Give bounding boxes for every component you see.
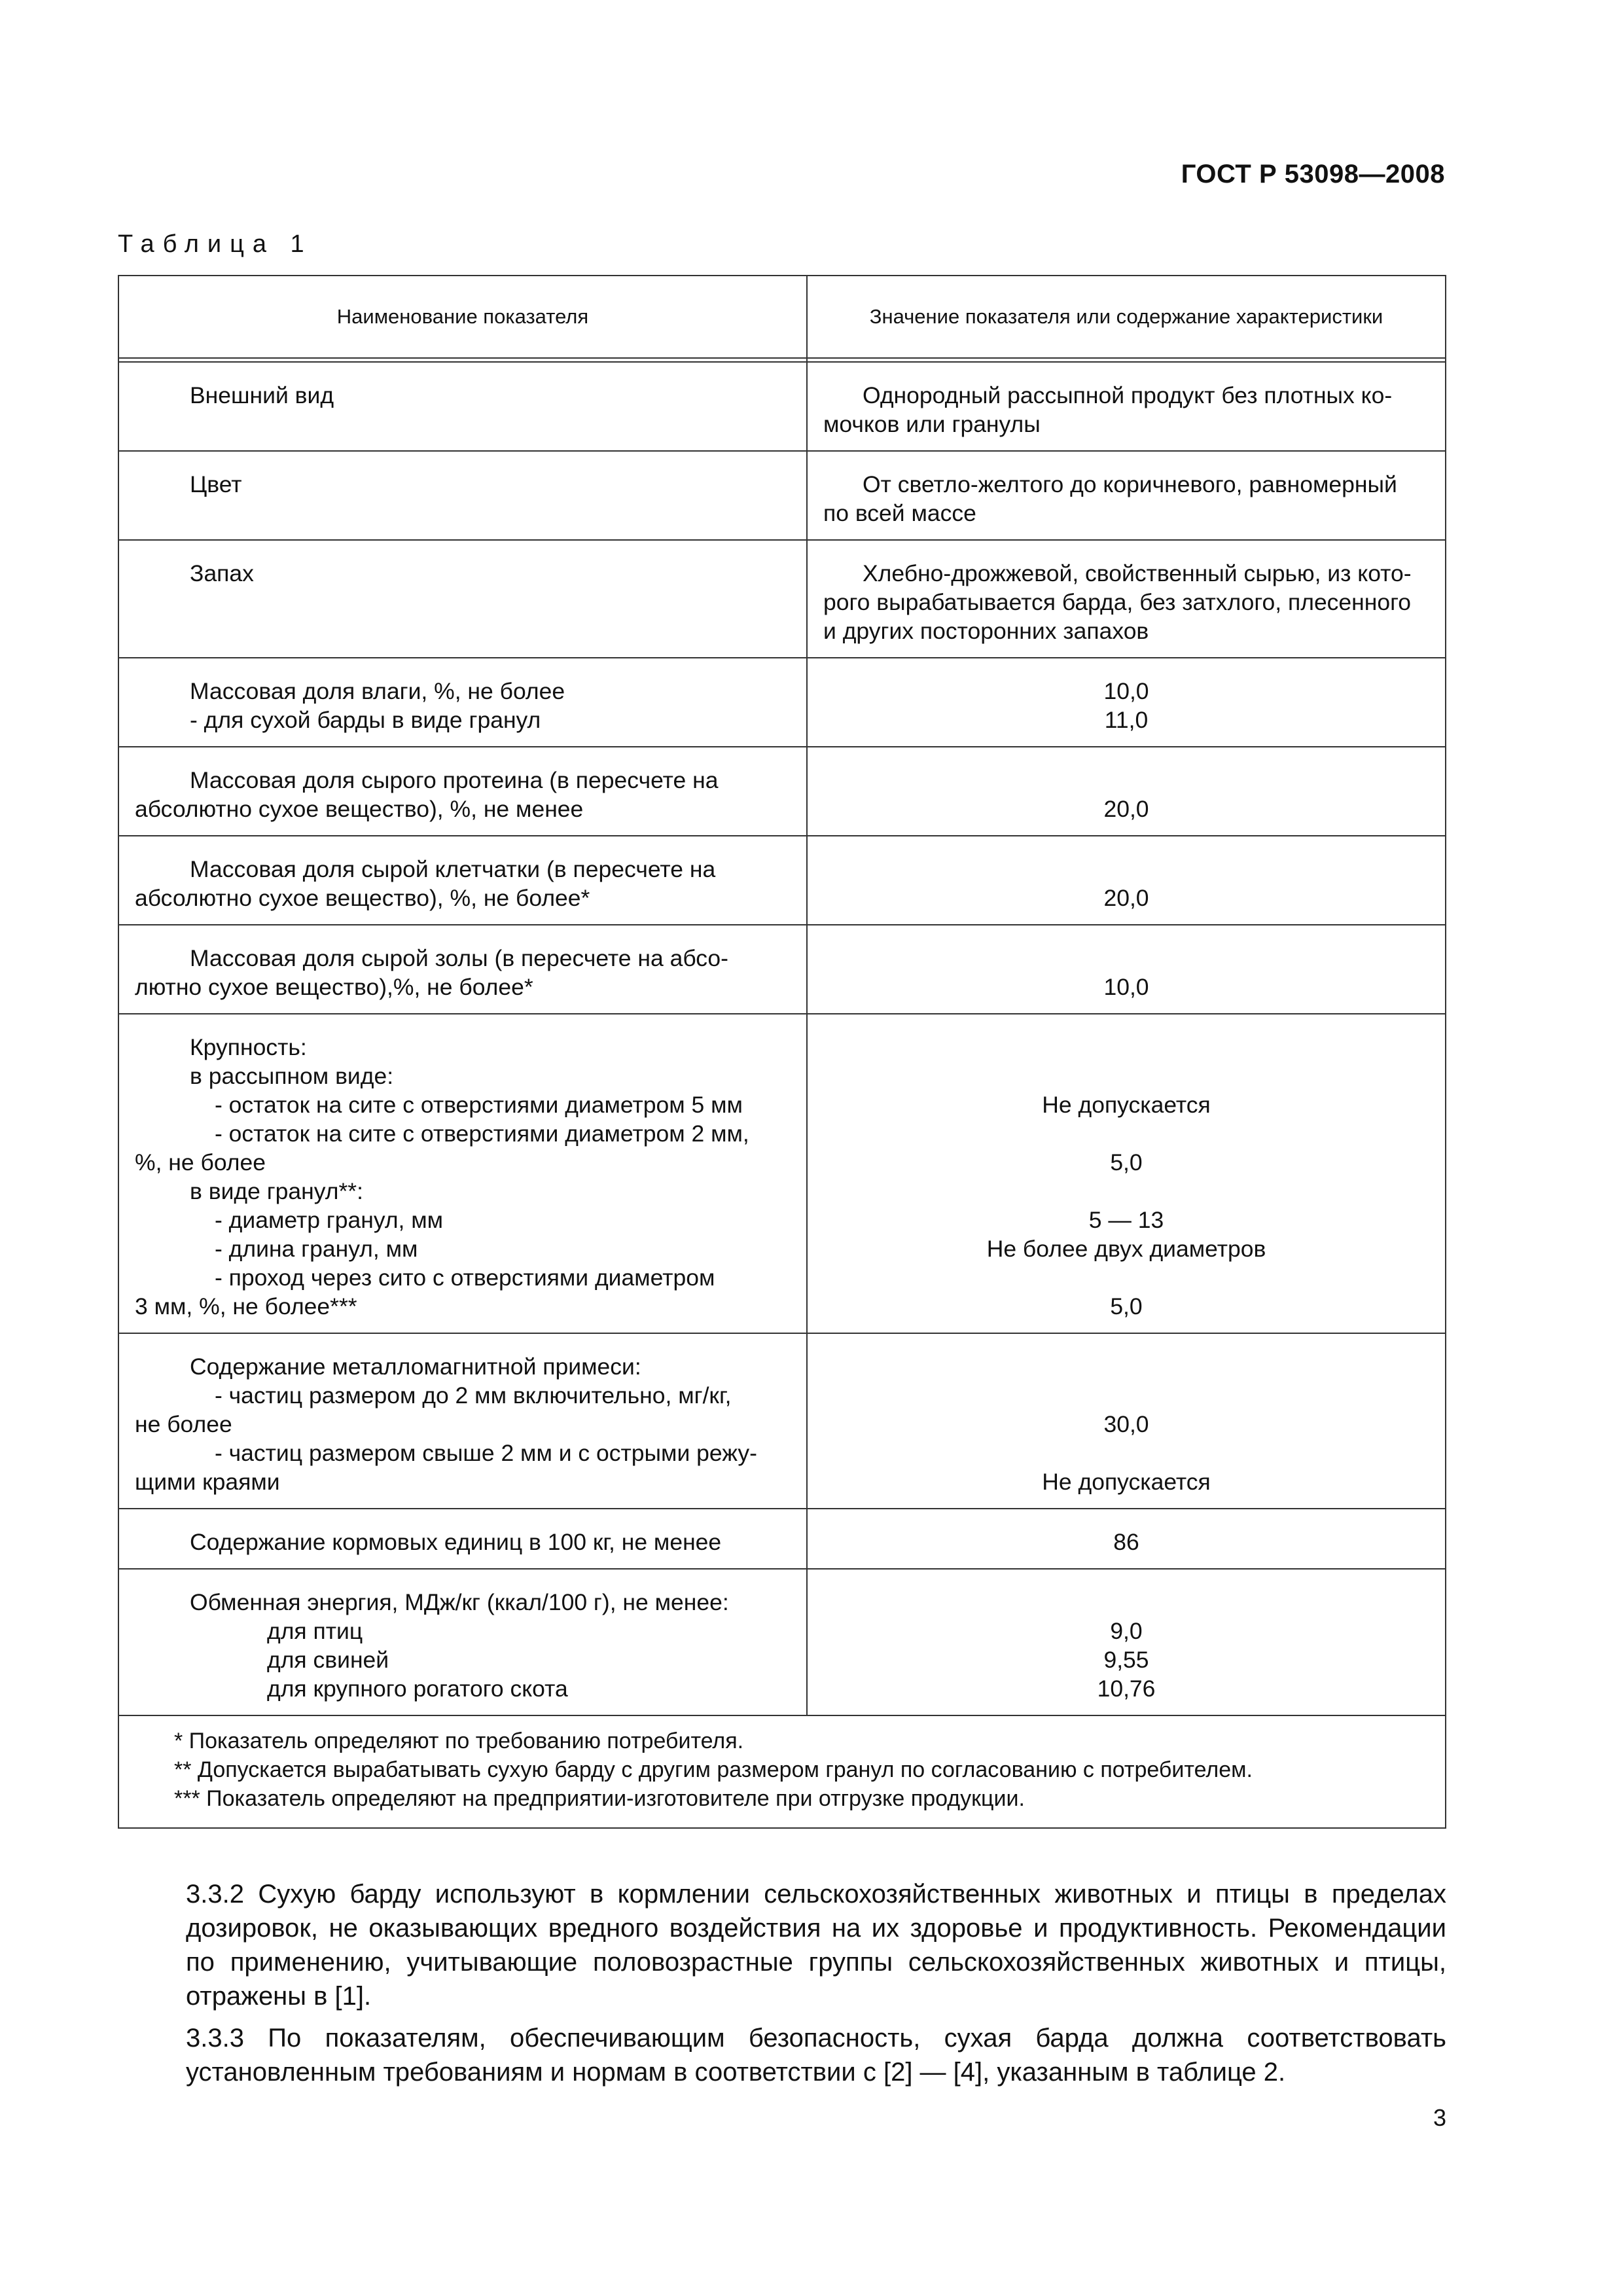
row-name: Внешний вид	[190, 382, 334, 408]
row-value: и других посторонних запахов	[823, 618, 1149, 644]
table-row	[118, 1014, 1446, 1333]
row-value: 5,0	[1110, 1293, 1143, 1319]
row-name: Содержание кормовых единиц в 100 кг, не менее	[190, 1529, 722, 1555]
row-name: - для сухой барды в виде гранул	[190, 707, 541, 733]
row-value: 86	[1113, 1529, 1139, 1555]
row-value: 9,55	[1103, 1647, 1149, 1673]
paragraph-text: 3.3.2 Сухую барду используют в кормлении сельскохозяйственных животных и птицы в пределах дозировок, не оказывающих вредного воздействия на их здоровье и продуктивность. Рекомендации по применению, учитывающие половозрастные группы сельскохозяйственных животных и птицы, отражены в [1].	[186, 1880, 1446, 2011]
row-name: щими краями	[135, 1469, 280, 1495]
row-name: Массовая доля влаги, %, не более	[190, 678, 565, 704]
row-value: 30,0	[1103, 1411, 1149, 1437]
table-row	[118, 362, 1446, 451]
paragraph-3-3-3	[118, 2021, 1446, 2089]
row-value: 10,0	[1103, 678, 1149, 704]
page-number: 3	[1433, 2104, 1446, 2131]
row-name: Содержание металломагнитной примеси:	[190, 1354, 641, 1380]
table-header-row	[118, 276, 1446, 358]
row-name: для крупного рогатого скота	[267, 1676, 568, 1702]
row-name: - диаметр гранул, мм	[215, 1207, 444, 1233]
row-value: Не допускается	[1042, 1092, 1211, 1118]
row-value: 10,0	[1103, 974, 1149, 1000]
row-name: Запах	[190, 560, 254, 586]
table-row	[118, 1569, 1446, 1715]
paragraph-text: 3.3.3 По показателям, обеспечивающим безопасность, сухая барда должна соответствовать установленным требованиям и нормам в соответствии с [2] — [4], указанным в таблице 2.	[186, 2024, 1446, 2087]
row-value: мочков или гранулы	[823, 411, 1041, 437]
table-row	[118, 836, 1446, 925]
table-caption: Таблица 1	[118, 230, 313, 258]
row-value: Хлебно-дрожжевой, свойственный сырью, из кото-	[863, 560, 1412, 586]
row-name: - длина гранул, мм	[215, 1236, 418, 1262]
row-name: Цвет	[190, 471, 242, 497]
table-row	[118, 1333, 1446, 1509]
row-value: Не более двух диаметров	[986, 1236, 1266, 1262]
table-note: ** Допускается вырабатывать сухую барду с другим размером гранул по согласованию с потребителем.	[174, 1757, 1253, 1782]
row-name: - остаток на сите с отверстиями диаметром 2 мм,	[215, 1121, 749, 1147]
table-note: * Показатель определяют по требованию потребителя.	[174, 1729, 744, 1753]
row-name: Крупность:	[190, 1034, 307, 1060]
row-name: %, не более	[135, 1149, 266, 1175]
row-value: 5,0	[1110, 1149, 1143, 1175]
row-name: Массовая доля сырого протеина (в пересчете на	[190, 767, 719, 793]
header-indicator-value: Значение показателя или содержание характеристики	[807, 276, 1446, 358]
row-name: - частиц размером до 2 мм включительно, мг/кг,	[215, 1382, 732, 1408]
row-name: - остаток на сите с отверстиями диаметром 5 мм	[215, 1092, 743, 1118]
row-name: Массовая доля сырой золы (в пересчете на абсо-	[190, 945, 728, 971]
row-name: в виде гранул**:	[190, 1178, 363, 1204]
row-name: для свиней	[267, 1647, 389, 1673]
row-name: 3 мм, %, не более***	[135, 1293, 357, 1319]
paragraph-3-3-2	[118, 1877, 1446, 2013]
row-name: - частиц размером свыше 2 мм и с острыми режу-	[215, 1440, 757, 1466]
row-name: Массовая доля сырой клетчатки (в пересчете на	[190, 856, 716, 882]
document-code: ГОСТ Р 53098—2008	[1181, 160, 1445, 188]
table-row	[118, 925, 1446, 1014]
row-value: Однородный рассыпной продукт без плотных ко-	[863, 382, 1393, 408]
table-row	[118, 1509, 1446, 1569]
table-1	[118, 275, 1446, 1829]
row-name: в рассыпном виде:	[190, 1063, 394, 1089]
row-value: От светло-желтого до коричневого, равномерный	[863, 471, 1397, 497]
row-value: 20,0	[1103, 796, 1149, 822]
row-name: абсолютно сухое вещество), %, не менее	[135, 796, 584, 822]
row-name: для птиц	[267, 1618, 363, 1644]
row-name: не более	[135, 1411, 232, 1437]
row-value: по всей массе	[823, 500, 976, 526]
row-value: 11,0	[1104, 707, 1149, 733]
table-row	[118, 658, 1446, 747]
table-row	[118, 747, 1446, 836]
table-note: *** Показатель определяют на предприятии-изготовителе при отгрузке продукции.	[174, 1786, 1025, 1811]
table-row	[118, 540, 1446, 658]
row-value: рого вырабатывается барда, без затхлого, плесенного	[823, 589, 1412, 615]
header-indicator-name: Наименование показателя	[118, 276, 807, 358]
row-name: абсолютно сухое вещество), %, не более*	[135, 885, 590, 911]
row-value: 20,0	[1103, 885, 1149, 911]
row-name: лютно сухое вещество),%, не более*	[135, 974, 533, 1000]
row-value: 9,0	[1110, 1618, 1143, 1644]
row-name: Обменная энергия, МДж/кг (ккал/100 г), не менее:	[190, 1589, 729, 1615]
row-value: 10,76	[1097, 1676, 1156, 1702]
table-row	[118, 451, 1446, 540]
row-value: 5 — 13	[1088, 1207, 1164, 1233]
row-name: - проход через сито с отверстиями диаметром	[215, 1265, 715, 1291]
table-notes-row	[118, 1715, 1446, 1828]
row-value: Не допускается	[1042, 1469, 1211, 1495]
